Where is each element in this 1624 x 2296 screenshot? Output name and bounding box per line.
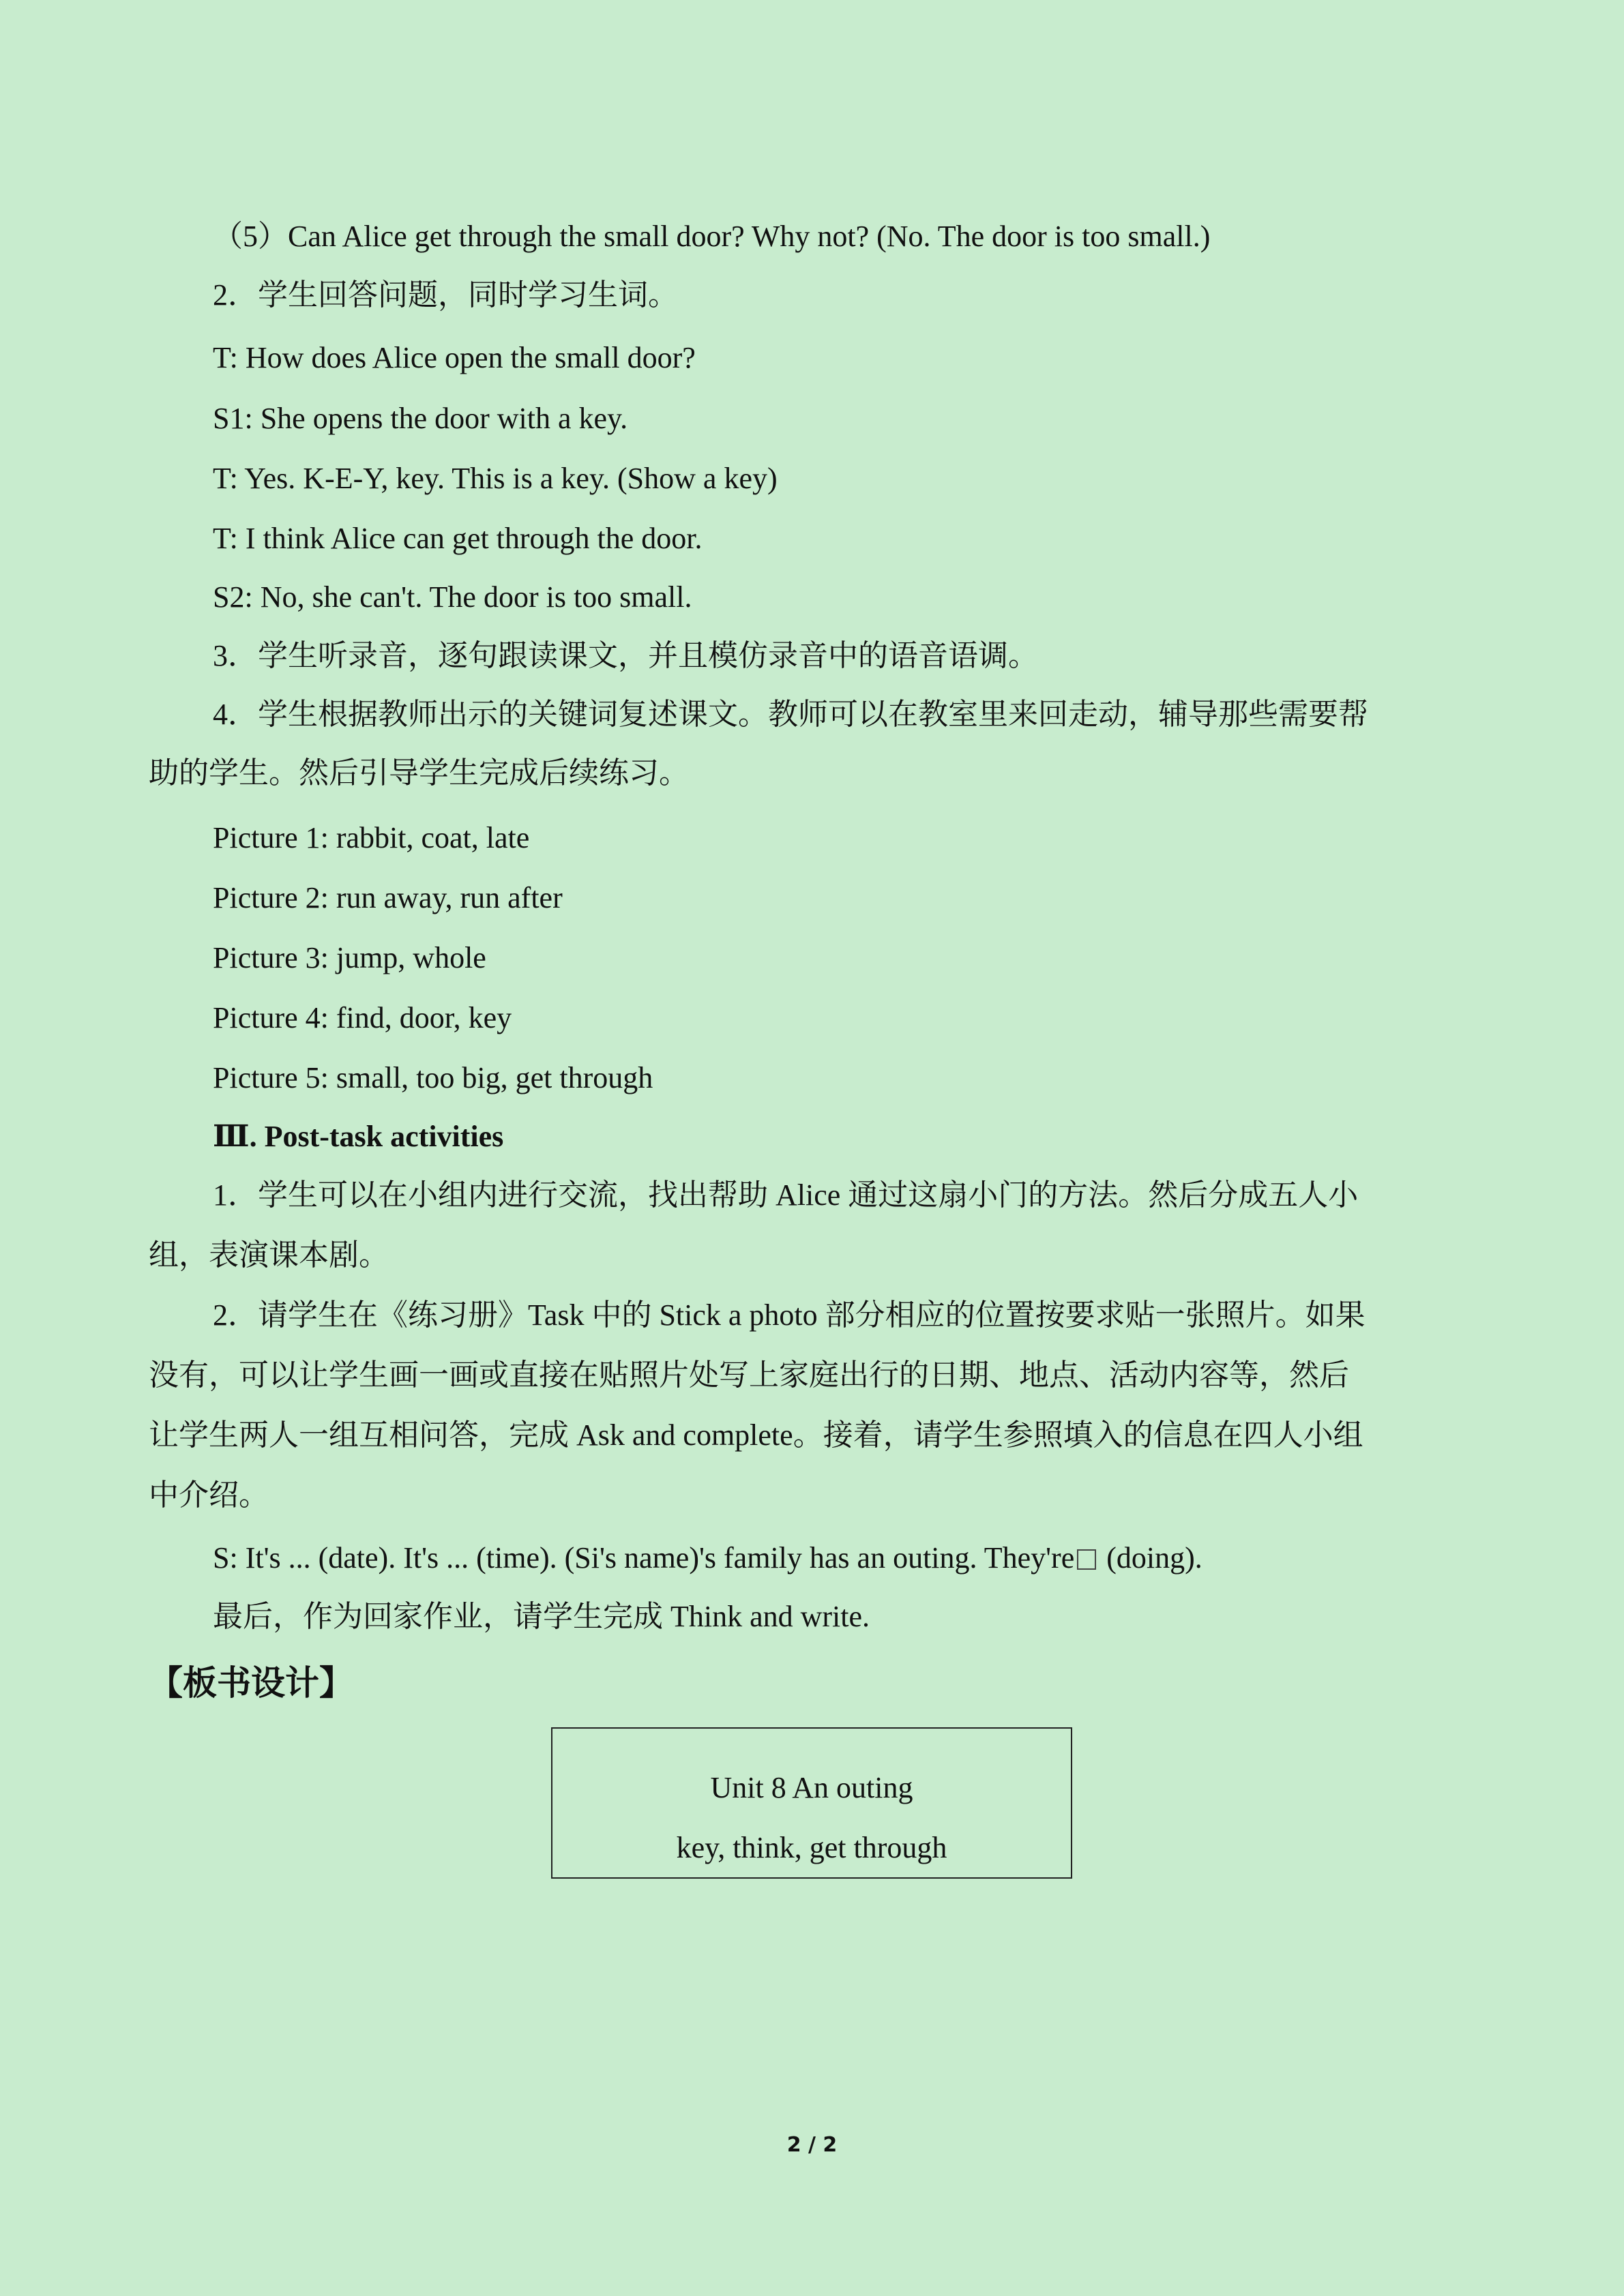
dialogue-s1: S1: She opens the door with a key. <box>213 402 628 435</box>
step-4-line-2: 助的学生。然后引导学生完成后续练习。 <box>149 756 689 790</box>
post-task-2-line-4: 中介绍。 <box>149 1478 269 1512</box>
step-4-line-1: 4．学生根据教师出示的关键词复述课文。教师可以在教室里来回走动，辅导那些需要帮 <box>213 698 1368 731</box>
picture-2-keywords: Picture 2: run away, run after <box>213 881 563 914</box>
picture-5-keywords: Picture 5: small, too big, get through <box>213 1061 653 1094</box>
step-3: 3．学生听录音，逐句跟读课文，并且模仿录音中的语音语调。 <box>213 639 1038 672</box>
dialogue-s2: S2: No, she can't. The door is too small. <box>213 580 692 614</box>
section-post-task-heading: Ⅲ. Post-task activities <box>213 1120 504 1153</box>
post-task-2-line-1: 2．请学生在《练习册》Task 中的 Stick a photo 部分相应的位置按要求贴一张照片。如果 <box>213 1298 1365 1332</box>
question-5: （5）Can Alice get through the small door? Why not? (No. The door is too small.) <box>213 220 1211 253</box>
post-task-2-line-3: 让学生两人一组互相问答，完成 Ask and complete。接着，请学生参照填入的信息在四人小组 <box>149 1418 1363 1452</box>
picture-1-keywords: Picture 1: rabbit, coat, late <box>213 821 530 854</box>
post-task-2-line-2: 没有，可以让学生画一画或直接在贴照片处写上家庭出行的日期、地点、活动内容等，然后 <box>149 1358 1349 1392</box>
board-unit-title: Unit 8 An outing <box>710 1771 913 1804</box>
dialogue-t2: T: Yes. K-E-Y, key. This is a key. (Show a key) <box>213 462 778 495</box>
post-task-1-line-1: 1．学生可以在小组内进行交流，找出帮助 Alice 通过这扇小门的方法。然后分成五人小 <box>213 1178 1359 1212</box>
sample-sentence <box>213 1538 1202 1579</box>
sample-sentence-end: (doing). <box>1099 1541 1202 1575</box>
board-keywords: key, think, get through <box>676 1831 947 1864</box>
dialogue-t3: T: I think Alice can get through the door. <box>213 522 703 555</box>
post-task-1-line-2: 组，表演课本剧。 <box>149 1238 389 1272</box>
board-design-heading: 【板书设计】 <box>149 1664 353 1702</box>
picture-3-keywords: Picture 3: jump, whole <box>213 941 486 974</box>
dialogue-t1: T: How does Alice open the small door? <box>213 341 696 374</box>
missing-glyph-box-icon <box>1077 1549 1096 1570</box>
homework-line: 最后，作为回家作业，请学生完成 Think and write. <box>213 1600 870 1633</box>
page-number: 2 / 2 <box>786 2133 838 2157</box>
picture-4-keywords: Picture 4: find, door, key <box>213 1001 512 1034</box>
step-2: 2．学生回答问题，同时学习生词。 <box>213 278 678 312</box>
sample-sentence-start: S: It's ... (date). It's ... (time). (Si's name)'s family has an outing. They're <box>213 1541 1075 1575</box>
blackboard-design-box <box>551 1727 1072 1879</box>
